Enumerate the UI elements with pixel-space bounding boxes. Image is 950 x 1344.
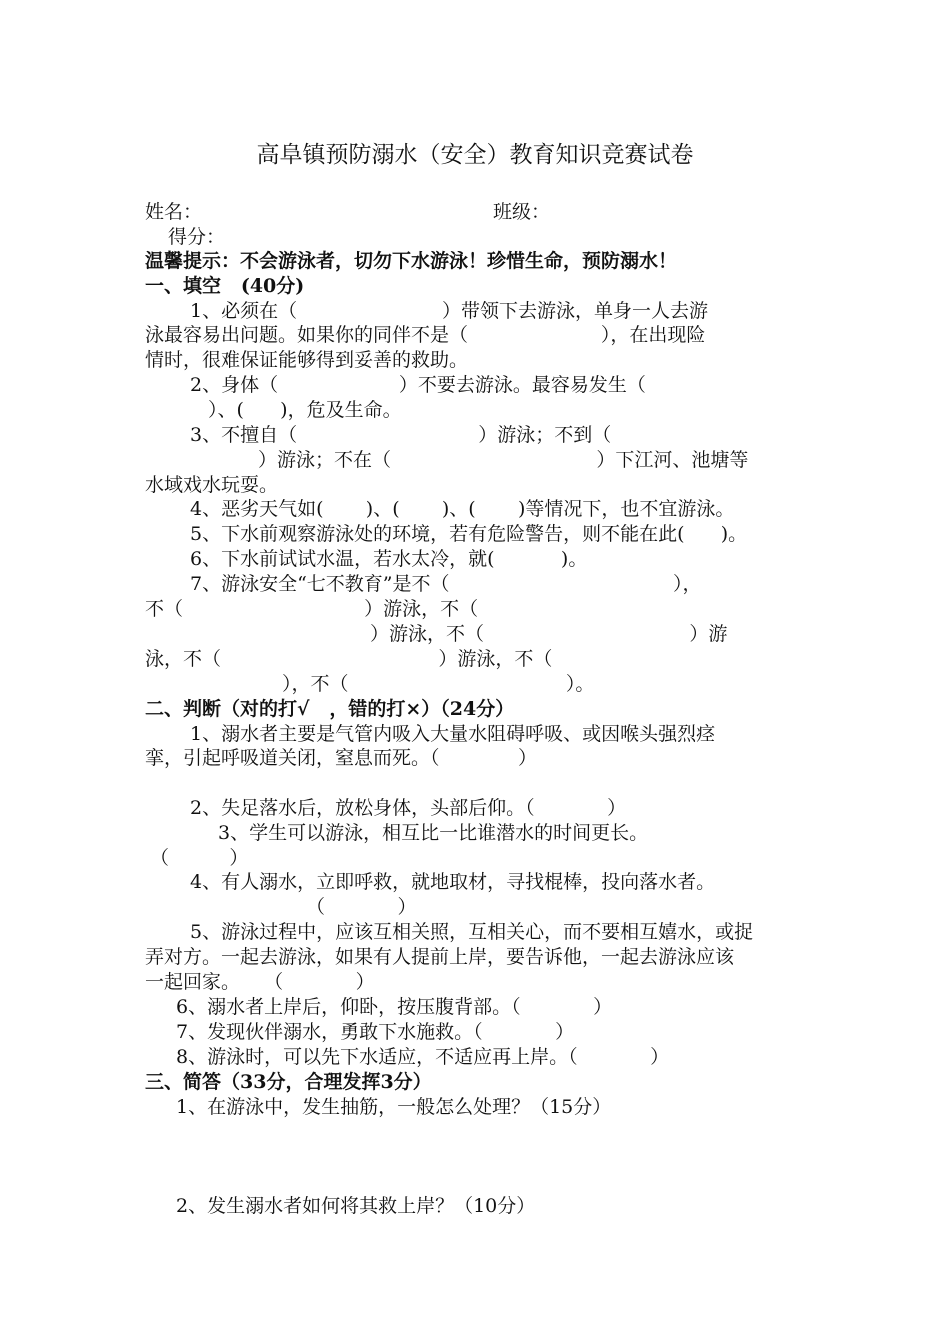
section1-line: 5、下水前观察游泳处的环境，若有危险警告，则不能在此( )。	[190, 523, 748, 545]
section2-line: （ ）	[306, 896, 417, 918]
section1-line: 水域戏水玩耍。	[145, 474, 279, 496]
section1-line: 1、必须在（ ）带领下去游泳，单身一人去游	[190, 300, 709, 322]
section2-line: 8、游泳时，可以先下水适应，不适应再上岸。（ ）	[176, 1046, 670, 1068]
section1-line: 情时，很难保证能够得到妥善的救助。	[145, 349, 469, 371]
section1-line: ）、( )，危及生命。	[208, 399, 402, 421]
section2-line: 5、游泳过程中，应该互相关照，互相关心，而不要相互嬉水，或捉	[190, 921, 754, 943]
section1-heading: 一、填空 (40分)	[145, 275, 305, 297]
class-label: 班级：	[493, 201, 551, 223]
section3-question: 2、发生溺水者如何将其救上岸？（10分）	[176, 1195, 536, 1217]
section2-line: 2、失足落水后，放松身体，头部后仰。（ ）	[190, 797, 627, 819]
section2-line: 一起回家。 （ ）	[145, 971, 375, 993]
section1-line: 泳，不（ ）游泳，不（	[145, 648, 553, 670]
name-label: 姓名：	[145, 201, 203, 223]
section2-heading: 二、判断（对的打√ ，错的打×）（24分）	[145, 698, 515, 720]
section3-heading: 三、简答（33分，合理发挥3分）	[145, 1071, 432, 1093]
score-label: 得分：	[168, 226, 226, 248]
page-title: 高阜镇预防溺水（安全）教育知识竞赛试卷	[256, 142, 694, 168]
section2-line: 弄对方。一起去游泳，如果有人提前上岸，要告诉他，一起去游泳应该	[145, 946, 735, 968]
section1-line: ）游泳，不（ ）游	[370, 623, 728, 645]
section1-line: 不（ ）游泳，不（	[145, 598, 479, 620]
warning-text: 温馨提示：不会游泳者，切勿下水游泳！珍惜生命，预防溺水！	[145, 250, 678, 272]
section1-line: 3、不擅自（ ）游泳；不到（	[190, 424, 612, 446]
section2-line: 7、发现伙伴溺水，勇敢下水施救。（ ）	[176, 1021, 575, 1043]
section1-line: ）游泳；不在（ ）下江河、池塘等	[258, 449, 749, 471]
section1-line: 泳最容易出问题。如果你的同伴不是（ ），在出现险	[145, 324, 706, 346]
section2-line: 6、溺水者上岸后，仰卧，按压腹背部。（ ）	[176, 996, 613, 1018]
section2-line: 4、有人溺水，立即呼救，就地取材，寻找棍棒，投向落水者。	[190, 871, 716, 893]
section2-line: 1、溺水者主要是气管内吸入大量水阻碍呼吸、或因喉头强烈痉	[190, 723, 716, 745]
section1-line: 2、身体（ ）不要去游泳。最容易发生（	[190, 374, 646, 396]
section2-line: 3、学生可以游泳，相互比一比谁潜水的时间更长。	[218, 822, 649, 844]
section2-line: （ ）	[150, 847, 249, 869]
section1-line: 7、游泳安全“七不教育”是不（ ），	[190, 573, 702, 595]
section2-line: 挛，引起呼吸道关闭，窒息而死。（ ）	[145, 747, 538, 769]
section1-line: ），不（ ）。	[282, 673, 595, 695]
section1-line: 4、恶劣天气如( )、( )、( )等情况下，也不宜游泳。	[190, 498, 735, 520]
section1-line: 6、下水前试试水温，若水太冷，就( )。	[190, 548, 588, 570]
section3-question: 1、在游泳中，发生抽筋，一般怎么处理？（15分）	[176, 1096, 612, 1118]
